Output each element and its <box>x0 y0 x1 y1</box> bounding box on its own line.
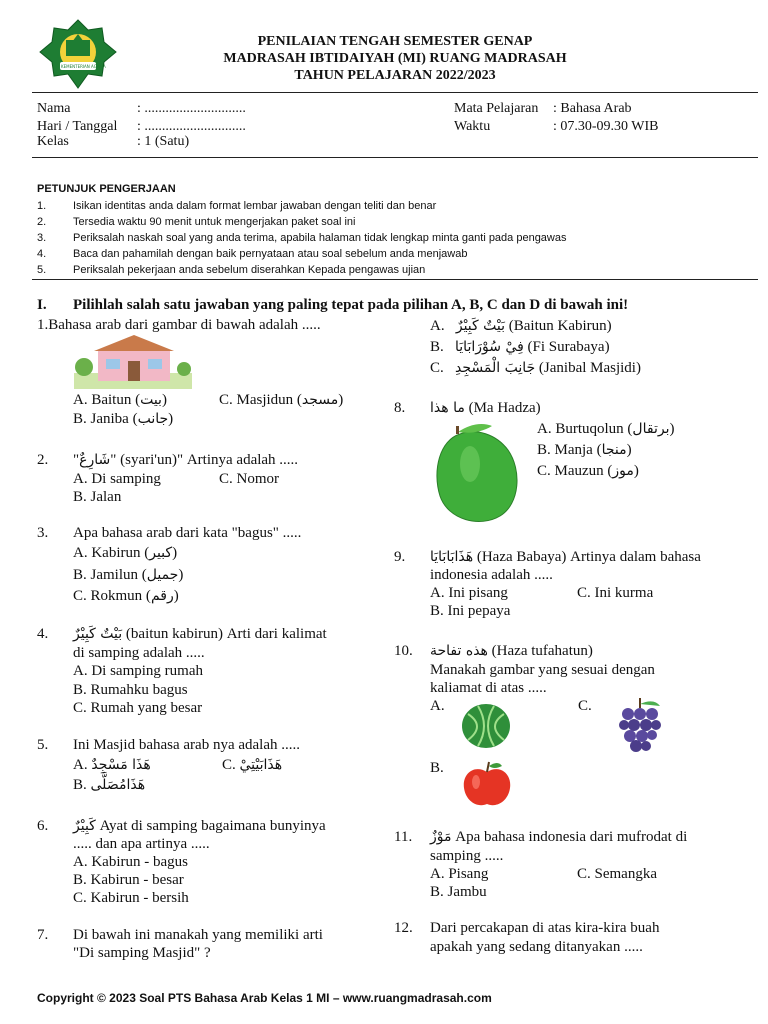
q7-line2: "Di samping Masjid" ? <box>73 945 211 961</box>
q4-option-b[interactable]: B. Rumahku bagus <box>73 682 188 698</box>
nama-field: : ............................. <box>137 101 246 116</box>
option-label: A. <box>73 757 88 773</box>
translit: (Baitun Kabirun) <box>505 318 612 334</box>
option-label: B. Jamilun ( <box>73 567 147 583</box>
arabic-word: رقم <box>150 588 174 604</box>
q10-line2: kaliamat di atas ..... <box>430 680 547 696</box>
q5-text: Ini Masjid bahasa arab nya adalah ..... <box>73 737 300 753</box>
header-divider <box>32 92 758 93</box>
arabic-word: كَبِيْرٌ <box>73 818 96 834</box>
q6-option-b[interactable]: B. Kabirun - besar <box>73 872 184 888</box>
q6-option-a[interactable]: A. Kabirun - bagus <box>73 854 188 870</box>
kemenag-logo <box>38 18 118 90</box>
paren: ) <box>168 411 174 427</box>
option-label: C. Masjidun ( <box>219 392 302 408</box>
q10-num: 10. <box>394 643 413 659</box>
q11-option-b[interactable]: B. Jambu <box>430 884 487 900</box>
q10-option-c[interactable]: C. <box>578 698 592 714</box>
option-label: A. Burtuqolun ( <box>537 421 633 437</box>
arabic-phrase: هذه تفاحة <box>430 643 488 659</box>
paren: ) <box>178 567 184 583</box>
arabic-word: جانب <box>137 411 169 427</box>
q2-option-c[interactable]: C. Nomor <box>219 471 279 487</box>
arabic-word: جميل <box>146 567 179 583</box>
instr-num: 1. <box>37 200 47 212</box>
q4-option-a[interactable]: A. Di samping rumah <box>73 663 203 679</box>
option-label: B. Janiba ( <box>73 411 138 427</box>
q4-text <box>73 626 327 643</box>
q11-num: 11. <box>394 829 413 845</box>
instr-text: Periksalah naskah soal yang anda terima, apabila halaman tidak lengkap minta ganti pada pengawas <box>73 232 567 244</box>
instr-text: Tersedia waktu 90 menit untuk mengerjakan paket soal ini <box>73 216 356 228</box>
arabic-phrase: هَذَامُصَلَّى <box>90 777 146 793</box>
q4-option-c[interactable]: C. Rumah yang besar <box>73 700 203 716</box>
q3-num: 3. <box>37 525 49 541</box>
arabic-phrase: فِيْ سُوْرَابَايَا <box>455 339 524 355</box>
q1-option-b[interactable] <box>73 411 173 428</box>
instr-num: 4. <box>37 248 47 260</box>
kelas-label: Kelas <box>37 134 69 149</box>
q4-line2: di samping adalah ..... <box>73 645 205 661</box>
q5-option-a[interactable] <box>73 757 151 774</box>
q11-option-c[interactable]: C. Semangka <box>577 866 657 882</box>
q12-line2: apakah yang sedang ditanyakan ..... <box>430 939 643 955</box>
q9-option-b[interactable]: B. Ini pepaya <box>430 603 511 619</box>
q9-num: 9. <box>394 549 406 565</box>
q4-num: 4. <box>37 626 49 642</box>
q6-line1: Ayat di samping bagaimana bunyinya <box>95 818 326 834</box>
q10-text <box>430 643 593 660</box>
arabic-word: شَارِعٌ <box>79 452 111 468</box>
arabic-word: موز <box>612 463 634 479</box>
q9-text <box>430 549 701 566</box>
translit: (Ma Hadza) <box>464 400 541 416</box>
option-label: A. <box>430 318 445 334</box>
logo-label: KEMENTERIAN AGAMA <box>61 64 106 69</box>
q3-option-a[interactable] <box>73 545 177 562</box>
arabic-phrase: هَذَابَيْتِيْ <box>239 757 283 773</box>
petunjuk-divider <box>32 279 758 280</box>
mapel-label: Mata Pelajaran <box>454 101 539 116</box>
q8-option-c[interactable] <box>537 463 639 480</box>
quote: " <box>73 452 80 468</box>
arabic-word: برتقال <box>632 421 670 437</box>
q4-line1: (baitun kabirun) Arti dari kalimat <box>122 626 327 642</box>
info-divider <box>32 157 758 158</box>
apple-image[interactable] <box>460 760 514 808</box>
kelas-value: : 1 (Satu) <box>137 134 190 149</box>
arabic-word: بيت <box>140 392 162 408</box>
section-num: I. <box>37 297 47 313</box>
q8-text <box>430 400 541 417</box>
arabic-word: منجا <box>601 442 627 458</box>
arabic-phrase: هَذَا مَسْجِدٌ <box>91 757 151 773</box>
paren: ) <box>173 588 179 604</box>
arabic-phrase: جَانِبَ الْمَسْجِدِ <box>455 360 536 376</box>
q5-num: 5. <box>37 737 49 753</box>
option-label: B. Manja ( <box>537 442 602 458</box>
q9-option-c[interactable]: C. Ini kurma <box>577 585 654 601</box>
q10-line1: Manakah gambar yang sesuai dengan <box>430 662 655 678</box>
arabic-phrase: بَيْتٌ كَبِيْرٌ <box>73 626 123 642</box>
q2-option-b[interactable]: B. Jalan <box>73 489 122 505</box>
paren: ) <box>633 463 639 479</box>
instr-text: Periksalah pekerjaan anda sebelum diserahkan Kepada pengawas ujian <box>73 264 426 276</box>
paren: ) <box>172 545 178 561</box>
q9-line1: (Haza Babaya) Artinya dalam bahasa <box>473 549 701 565</box>
paren: ) <box>338 392 344 408</box>
instr-num: 3. <box>37 232 47 244</box>
q7-option-a[interactable] <box>430 318 612 335</box>
paren: ) <box>626 442 632 458</box>
option-label: C. Rokmun ( <box>73 588 151 604</box>
header-title-2: MADRASAH IBTIDAIYAH (MI) RUANG MADRASAH <box>223 51 567 66</box>
instr-text: Baca dan pahamilah dengan baik pernyataan atau soal sebelum anda menjawab <box>73 248 468 260</box>
mapel-value: : Bahasa Arab <box>553 101 632 116</box>
option-label: B. <box>430 339 444 355</box>
instr-text: Isikan identitas anda dalam format lembar jawaban dengan teliti dan benar <box>73 200 437 212</box>
q8-num: 8. <box>394 400 406 416</box>
petunjuk-title: PETUNJUK PENGERJAAN <box>37 183 176 195</box>
q5-option-c[interactable] <box>222 757 282 774</box>
q11-line1: Apa bahasa indonesia dari mufrodat di <box>451 829 688 845</box>
arabic-phrase: ما هذا <box>430 400 465 416</box>
option-label: C. <box>430 360 444 376</box>
q1-text: 1.Bahasa arab dari gambar di bawah adalah ..... <box>37 317 321 333</box>
option-label: C. <box>222 757 236 773</box>
q7-option-c[interactable] <box>430 360 641 377</box>
q1-option-a[interactable] <box>73 392 167 409</box>
translit: (Haza tufahatun) <box>487 643 593 659</box>
q8-option-a[interactable] <box>537 421 674 438</box>
paren: ) <box>161 392 167 408</box>
q7-line1: Di bawah ini manakah yang memiliki arti <box>73 927 323 943</box>
q6-num: 6. <box>37 818 49 834</box>
q3-text: Apa bahasa arab dari kata "bagus" ..... <box>73 525 302 541</box>
arabic-word: مَوْزٌ <box>430 829 452 845</box>
q6-option-c[interactable]: C. Kabirun - bersih <box>73 890 189 906</box>
q11-line2: samping ..... <box>430 848 504 864</box>
q10-option-b[interactable]: B. <box>430 760 444 776</box>
q11-option-a[interactable]: A. Pisang <box>430 866 489 882</box>
q7-option-b[interactable] <box>430 339 610 356</box>
q6-line2: ..... dan apa artinya ..... <box>73 836 210 852</box>
house-image <box>74 333 192 389</box>
hari-label: Hari / Tanggal <box>37 119 118 134</box>
q10-option-a[interactable]: A. <box>430 698 445 714</box>
waktu-label: Waktu <box>454 119 491 134</box>
arabic-phrase: هَذَابَابَايَا <box>430 549 474 565</box>
q11-text <box>430 829 687 846</box>
watermelon-image[interactable] <box>460 700 512 752</box>
q2-question: " (syari'un)" Artinya adalah ..... <box>110 452 299 468</box>
grapes-image[interactable] <box>610 696 668 758</box>
arabic-word: مسجد <box>301 392 339 408</box>
q7-num: 7. <box>37 927 49 943</box>
q5-option-b[interactable] <box>73 777 145 794</box>
translit: (Fi Surabaya) <box>523 339 610 355</box>
q12-line1: Dari percakapan di atas kira-kira buah <box>430 920 660 936</box>
instr-num: 5. <box>37 264 47 276</box>
waktu-value: : 07.30-09.30 WIB <box>553 119 659 134</box>
q3-option-c[interactable] <box>73 588 179 605</box>
option-label: B. <box>73 777 87 793</box>
option-label: A. Baitun ( <box>73 392 141 408</box>
q9-line2: indonesia adalah ..... <box>430 567 553 583</box>
q2-option-a[interactable]: A. Di samping <box>73 471 161 487</box>
paren: ) <box>669 421 675 437</box>
section-instruction: Pilihlah salah satu jawaban yang paling tepat pada pilihan A, B, C dan D di bawah ini! <box>73 297 629 313</box>
arabic-phrase: بَيْتٌ كَبِيْرٌ <box>455 318 506 334</box>
q2-text <box>73 452 298 469</box>
instr-num: 2. <box>37 216 47 228</box>
translit: (Janibal Masjidi) <box>535 360 641 376</box>
q9-option-a[interactable]: A. Ini pisang <box>430 585 508 601</box>
header-title-3: TAHUN PELAJARAN 2022/2023 <box>294 68 496 83</box>
arabic-word: كبير <box>149 545 173 561</box>
option-label: A. Kabirun ( <box>73 545 150 561</box>
footer-copyright: Copyright © 2023 Soal PTS Bahasa Arab Kelas 1 MI – www.ruangmadrasah.com <box>37 991 492 1005</box>
q6-text <box>73 818 326 835</box>
q8-option-b[interactable] <box>537 442 632 459</box>
q12-num: 12. <box>394 920 413 936</box>
header-title-1: PENILAIAN TENGAH SEMESTER GENAP <box>257 34 533 49</box>
option-label: C. Mauzun ( <box>537 463 613 479</box>
q1-option-c[interactable] <box>219 392 343 409</box>
hari-field: : ............................. <box>137 119 246 134</box>
q2-num: 2. <box>37 452 49 468</box>
nama-label: Nama <box>37 101 71 116</box>
q3-option-b[interactable] <box>73 567 183 584</box>
mango-image <box>430 420 522 528</box>
